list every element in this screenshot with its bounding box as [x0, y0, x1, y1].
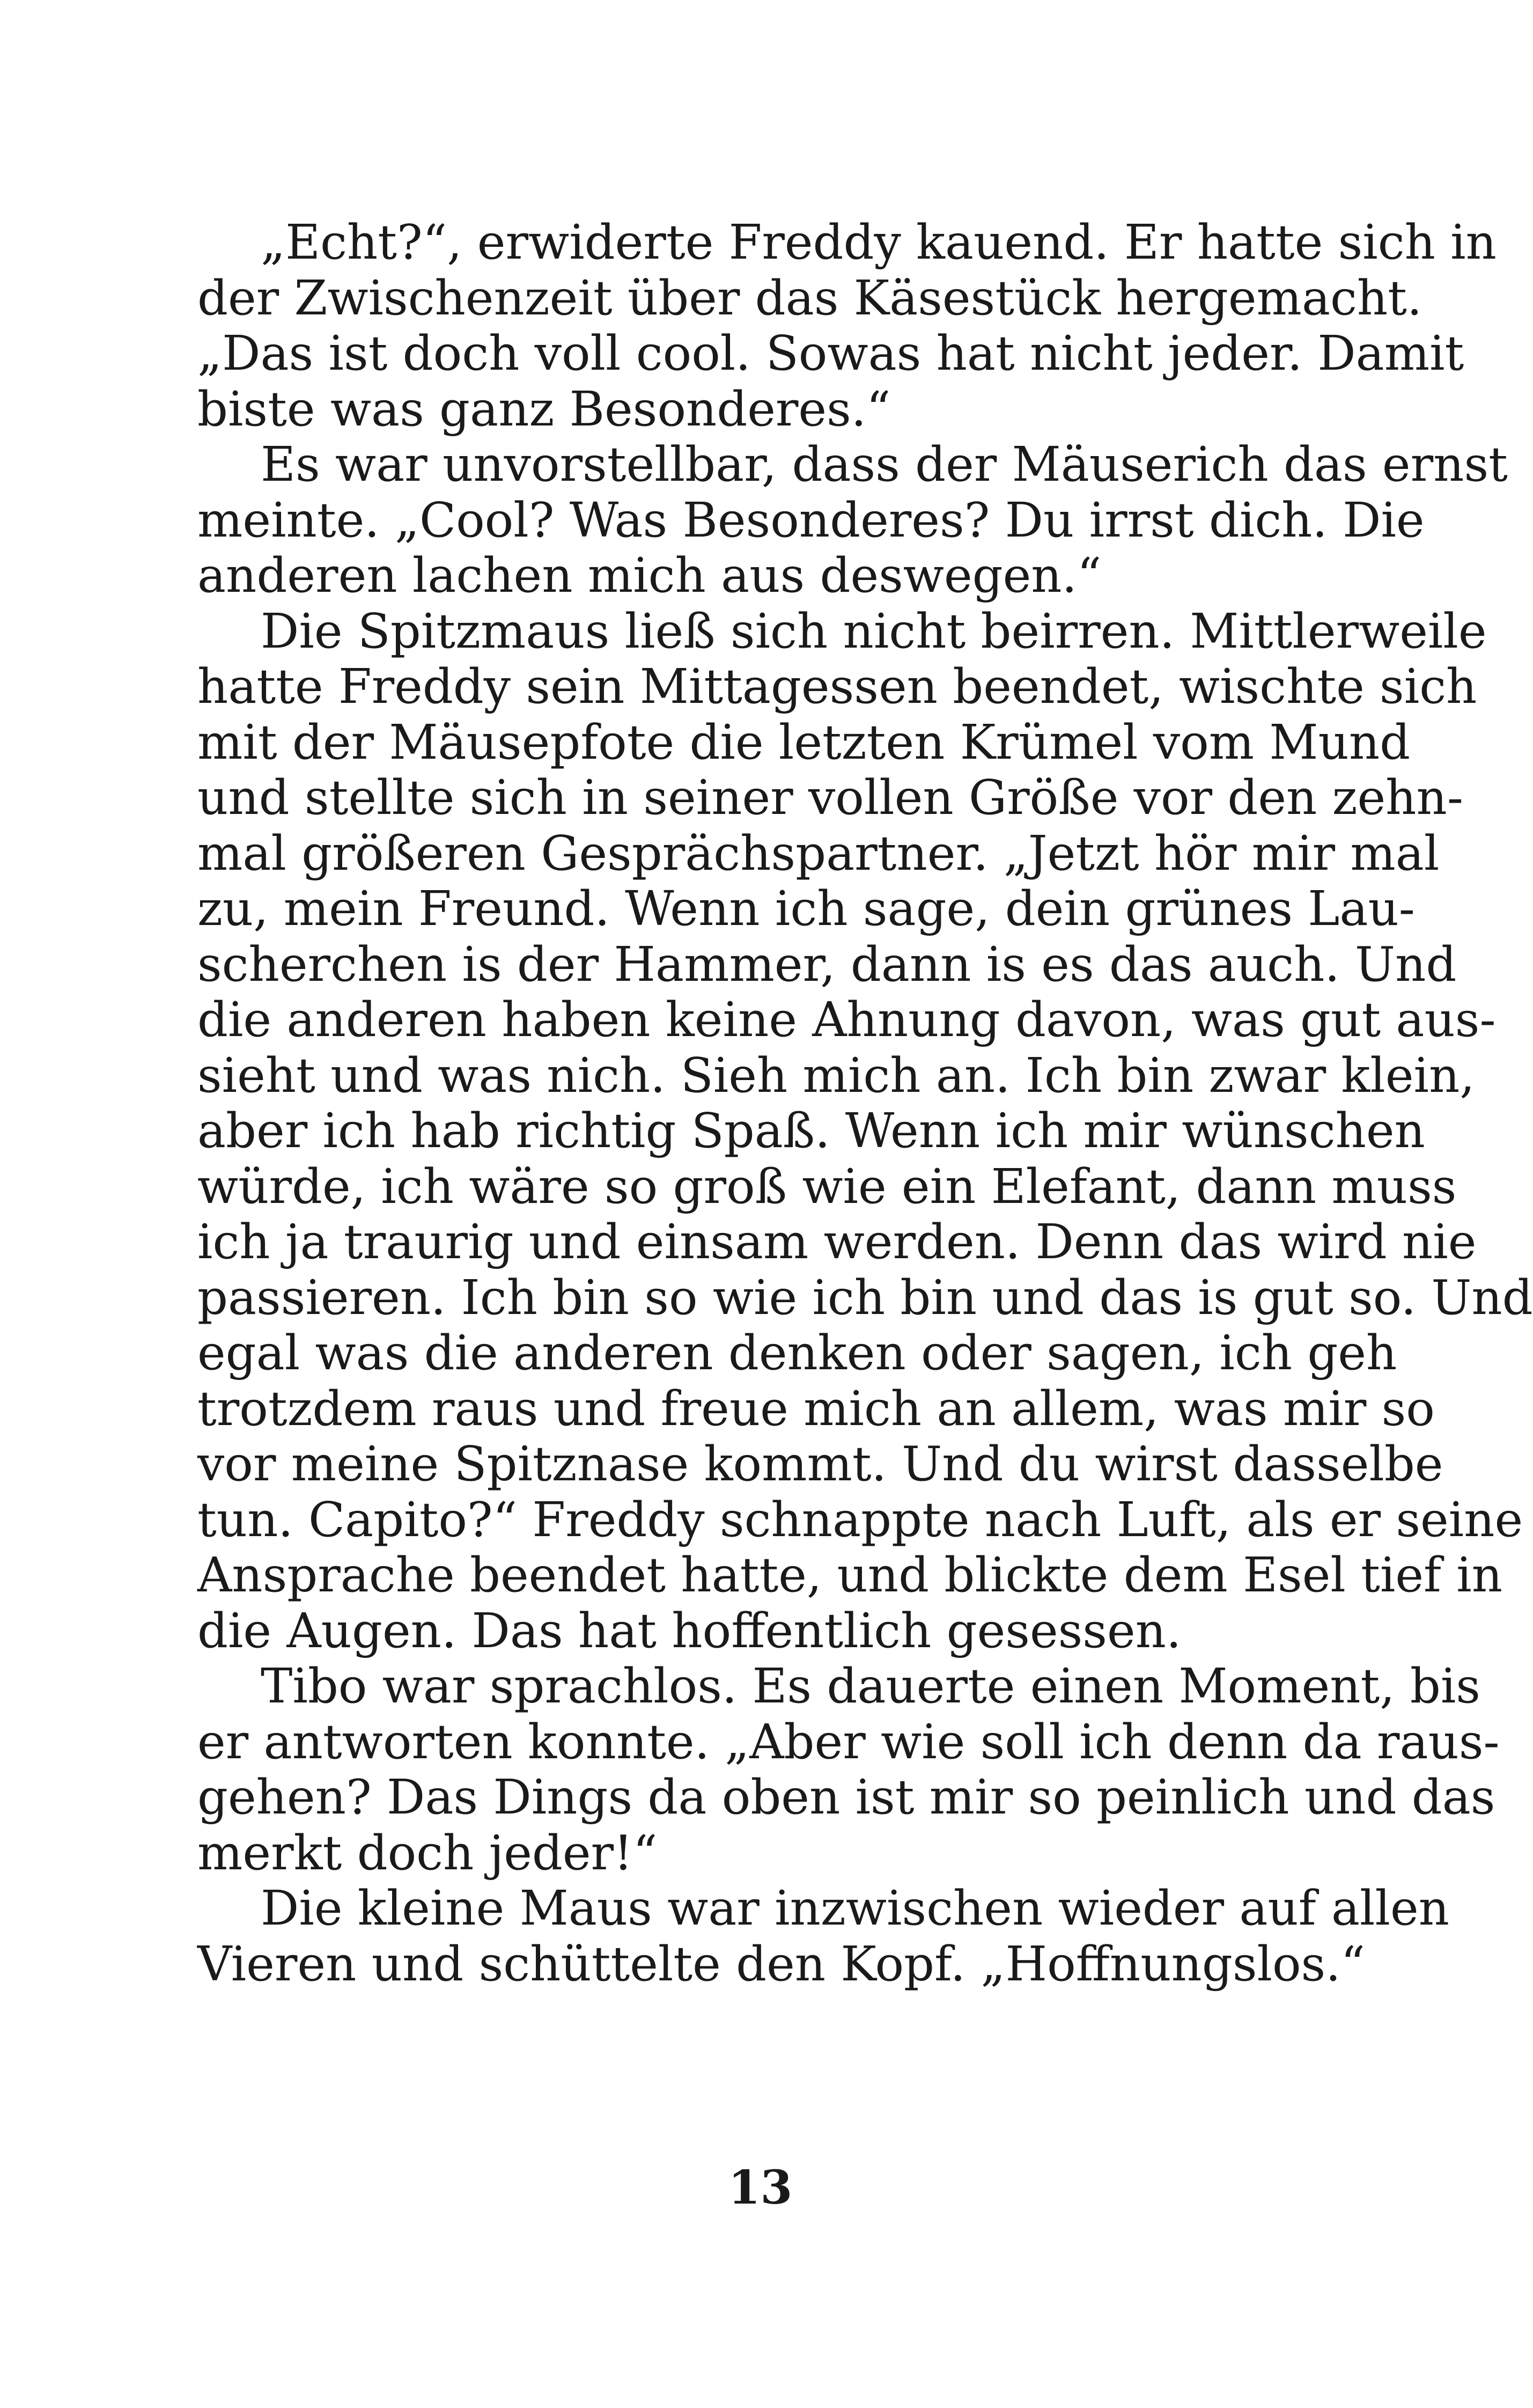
text-line: Ansprache beendet hatte, und blickte dem Esel tief in [197, 1547, 1503, 1603]
text-line: scherchen is der Hammer, dann is es das auch. Und [197, 936, 1457, 992]
text-line: Es war unvorstellbar, dass der Mäuserich das ernst [261, 436, 1508, 492]
text-line: zu, mein Freund. Wenn ich sage, dein grünes Lau- [197, 880, 1415, 936]
text-line: mit der Mäusepfote die letzten Krümel vom Mund [197, 714, 1411, 770]
text-line: mal größeren Gesprächspartner. „Jetzt hör mir mal [197, 825, 1440, 881]
text-line: würde, ich wäre so groß wie ein Elefant, dann muss [197, 1158, 1457, 1214]
text-line: „Echt?“, erwiderte Freddy kauend. Er hatte sich in [261, 214, 1497, 270]
body-text [197, 214, 1533, 1992]
text-line: ich ja traurig und einsam werden. Denn das wird nie [197, 1214, 1477, 1269]
text-line: passieren. Ich bin so wie ich bin und das is gut so. Und [197, 1269, 1533, 1325]
text-line: die Augen. Das hat hoffentlich gesessen. [197, 1602, 1182, 1658]
text-line: Die kleine Maus war inzwischen wieder auf allen [261, 1880, 1449, 1936]
text-line: trotzdem raus und freue mich an allem, was mir so [197, 1380, 1435, 1436]
text-line: er antworten konnte. „Aber wie soll ich denn da raus- [197, 1713, 1500, 1770]
text-line: merkt doch jeder!“ [197, 1824, 658, 1881]
text-line: und stellte sich in seiner vollen Größe vor den zehn- [197, 769, 1463, 825]
text-line: anderen lachen mich aus deswegen.“ [197, 547, 1102, 603]
text-line: Die Spitzmaus ließ sich nicht beirren. Mittlerweile [261, 603, 1487, 659]
text-line: der Zwischenzeit über das Käsestück hergemacht. [197, 269, 1423, 326]
page-number: 13 [728, 2161, 793, 2215]
text-line: „Das ist doch voll cool. Sowas hat nicht jeder. Damit [197, 325, 1464, 381]
text-line: biste was ganz Besonderes.“ [197, 380, 891, 437]
text-line: gehen? Das Dings da oben ist mir so peinlich und das [197, 1769, 1495, 1825]
text-line: egal was die anderen denken oder sagen, ich geh [197, 1325, 1397, 1381]
text-line: vor meine Spitznase kommt. Und du wirst dasselbe [197, 1436, 1443, 1492]
text-line: tun. Capito?“ Freddy schnappte nach Luft, als er seine [197, 1491, 1523, 1547]
text-line: Tibo war sprachlos. Es dauerte einen Moment, bis [261, 1658, 1480, 1714]
text-line: Vieren und schüttelte den Kopf. „Hoffnungslos.“ [197, 1935, 1366, 1992]
text-line: die anderen haben keine Ahnung davon, was gut aus- [197, 992, 1496, 1047]
text-line: hatte Freddy sein Mittagessen beendet, wischte sich [197, 658, 1477, 714]
text-line: sieht und was nich. Sieh mich an. Ich bin zwar klein, [197, 1047, 1475, 1103]
text-line: aber ich hab richtig Spaß. Wenn ich mir wünschen [197, 1103, 1425, 1158]
text-line: meinte. „Cool? Was Besonderes? Du irrst dich. Die [197, 491, 1425, 548]
